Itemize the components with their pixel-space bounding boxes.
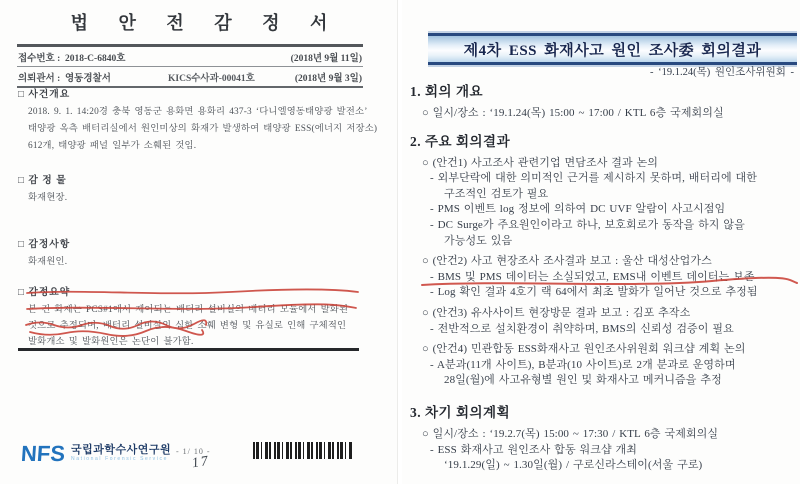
receipt-date: (2018년 9월 11일) (290, 54, 362, 64)
receipt-number-row (17, 47, 363, 66)
request-date: (2018년 9월 3일) (294, 74, 362, 84)
meeting-datetime-venue: ○ 일시/장소 : ‘19.1.24(목) 15:00 ~ 17:00 / KTL 6층 국제회의실 (422, 107, 724, 119)
document-body (18, 86, 378, 350)
appraisal-summary-paragraph: 본 건 화재는 PCS#1에서 제어되는 배터리 설비실의 배터리 모듈에서 발화된 것으로 추정되며, 배터리 설비실의 심한 소훼 변형 및 유실로 인해 구체적인 발화개소 및 발화원인은 논단이 불가함. (28, 305, 349, 347)
case-reference-number: KICS수사과-00041호 (168, 74, 255, 84)
organization-name-english: National Forensic Service (71, 456, 168, 462)
agenda1-detail-1b: 구조적인 검토가 필요 (444, 187, 549, 200)
page-number: - 1/ 10 - (176, 447, 211, 456)
agenda4-item: ○ (안건4) 민관합동 ESS화재사고 원인조사위원회 워크샵 계획 논의 (422, 343, 746, 356)
organization-name: 국립과학수사연구원 (71, 444, 172, 456)
agenda1-detail-1: - 외부단락에 대한 의미적인 근거를 제시하지 못하며, 배터리에 대한 (430, 172, 758, 185)
agenda2-item: ○ (안건2) 사고 현장조사 조사결과 보고 : 울산 대성산업가스 (422, 255, 712, 268)
nfs-logo (21, 443, 171, 465)
agenda1-detail-2: - PMS 이벤트 log 정보에 의하여 DC UVF 알람이 사고시점임 (430, 203, 726, 216)
section-heading-evidence: □ 감 정 물 (18, 175, 67, 186)
agenda2-detail-2: - Log 확인 결과 4호기 랙 64에서 최초 발화가 일어난 것으로 추정됨 (430, 286, 758, 299)
agenda4-detail-1: - A분과(11개 사이트), B분과(10 사이트)로 2개 분과로 운영하며 (430, 358, 736, 371)
meeting-title: 제4차 ESS 화재사고 원인 조사委 회의결과 (463, 42, 762, 59)
section-heading-case-summary: □ 사건개요 (18, 89, 71, 100)
section-heading-appraisal-items: □ 감정사항 (18, 239, 71, 250)
nfs-logo-icon: NFS (20, 441, 66, 466)
section-heading-appraisal-summary: □ 감정요약 (18, 287, 71, 298)
agenda1-item: ○ (안건1) 사고조사 관련기업 면담조사 결과 논의 (422, 156, 659, 169)
next-meeting-detail-1: - ESS 화재사고 원인조사 합동 워크샵 개최 (430, 443, 638, 456)
agenda4-detail-1b: 28일(월)에 사고유형별 원인 및 화재사고 메커니즘을 추정 (444, 374, 722, 387)
next-meeting-datetime-venue: ○ 일시/장소 : ‘19.2.7(목) 15:00 ~ 17:30 / KTL 6층 국제회의실 (422, 427, 719, 440)
meeting-subtitle: - ‘19.1.24(목) 원인조사위원회 - (649, 67, 794, 78)
section-heading-next-meeting: 3. 차기 회의계획 (410, 404, 511, 420)
evidence-paragraph: 화재현장. (28, 193, 68, 203)
footer-divider-line (18, 348, 359, 351)
requesting-agency-row (17, 66, 363, 86)
appraisal-items-paragraph: 화재원인. (28, 257, 68, 267)
agenda2-detail-1: - BMS 및 PMS 데이터는 소실되었고, EMS내 이벤트 데이터는 보존 (430, 270, 755, 283)
agenda1-detail-3: - DC Surge가 주요원인이라고 하나, 보호회로가 동작을 하지 않을 (430, 218, 745, 231)
next-meeting-detail-2: ‘19.1.29(일) ~ 1.30일(월) / 구로신라스테이(서울 구로) (444, 459, 703, 472)
meeting-title-banner (428, 33, 797, 65)
document-info-table (17, 44, 363, 88)
agenda3-item: ○ (안건3) 유사사이트 현장방문 결과 보고 : 김포 추작소 (422, 306, 691, 319)
requesting-agency: 의뢰관서 : 영동경찰서 (18, 74, 111, 84)
agenda1-detail-3b: 가능성도 있음 (444, 234, 513, 247)
minutes-body (410, 80, 800, 474)
barcode (253, 442, 352, 459)
section-heading-overview: 1. 회의 개요 (410, 84, 484, 99)
case-summary-paragraph: 2018. 9. 1. 14:20경 충북 영동군 용화면 용화리 437-3 ‘다니엘영동태양광 발전소’ 태양광 옥측 배터리실에서 원인미상의 화재가 발생하여 태양광 ESS(에너지 저장소) 612개, 태양광 패널 일부가 소훼된 것임. (28, 107, 378, 151)
meeting-minutes-page (402, 0, 800, 484)
agenda3-detail-1: - 전반적으로 설치환경이 취약하며, BMS의 신뢰성 검증이 필요 (430, 322, 734, 335)
handwritten-page-number: 17 (190, 453, 211, 472)
document-title: 법 안 전 감 정 서 (70, 13, 341, 33)
appraisal-document-page (0, 0, 398, 484)
receipt-number: 접수번호 : 2018-C-6840호 (18, 54, 126, 64)
section-heading-results: 2. 주요 회의결과 (410, 133, 511, 149)
